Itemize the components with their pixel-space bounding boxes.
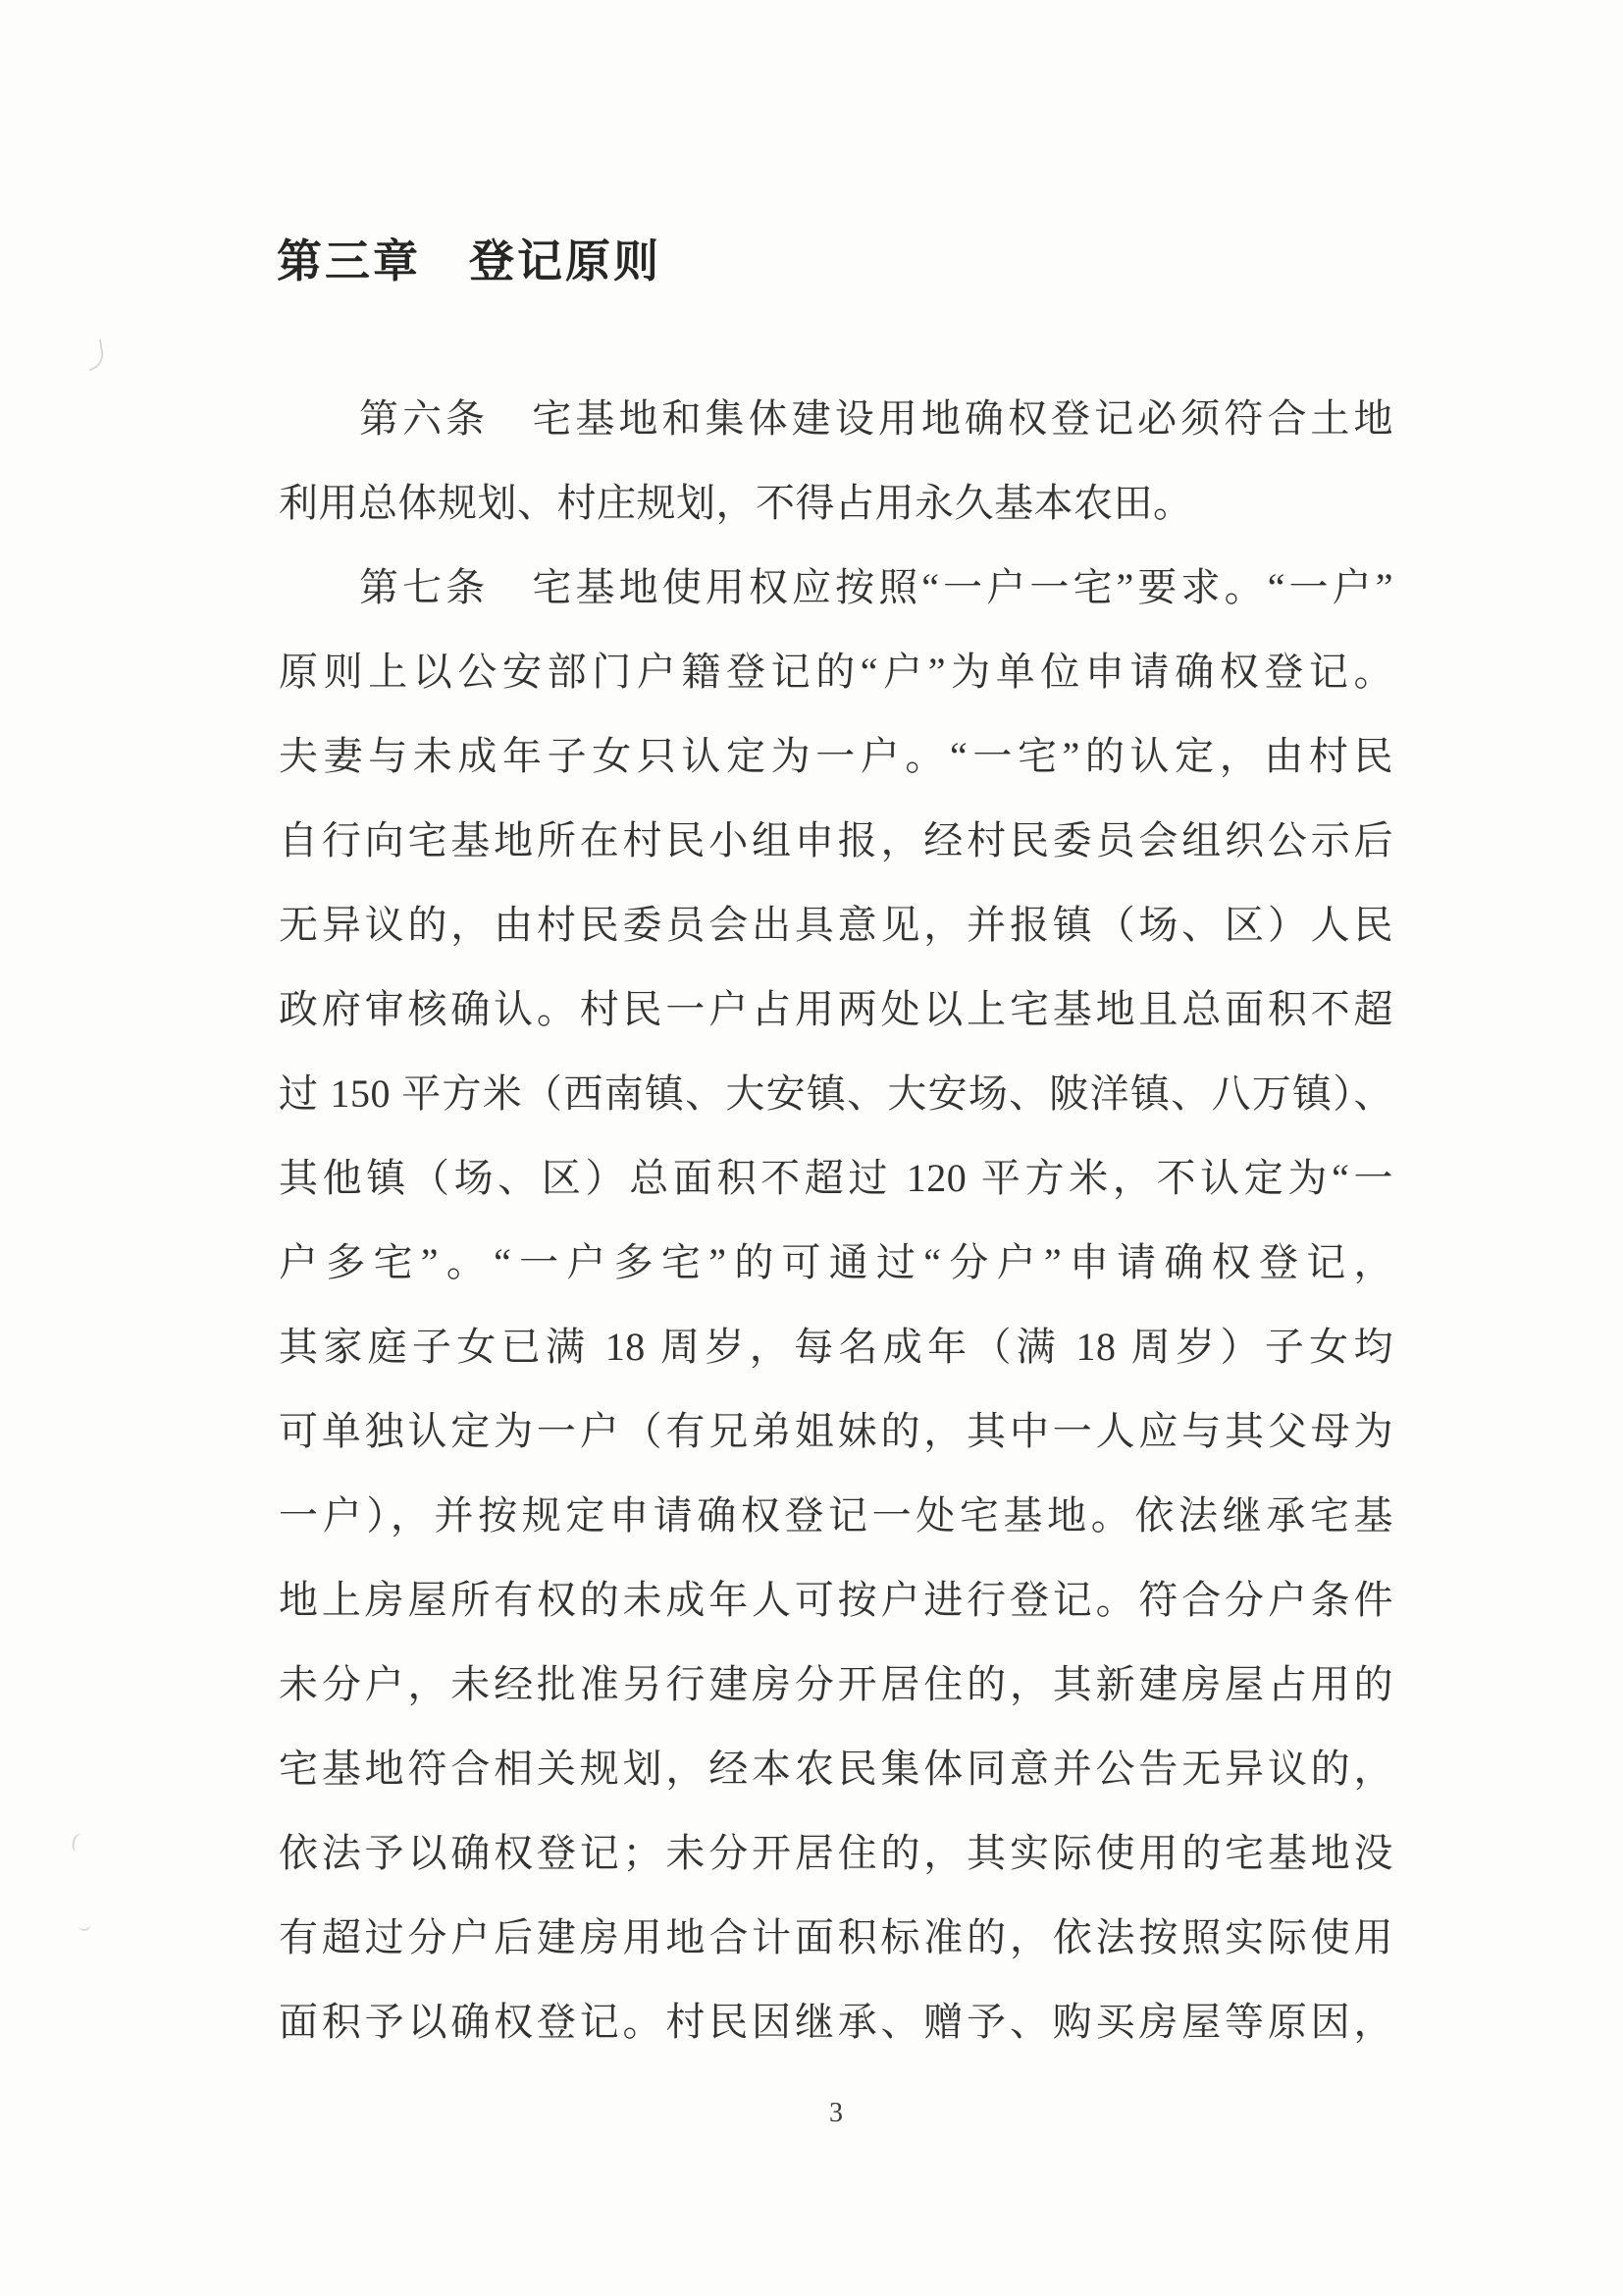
text-line: 自行向宅基地所在村民小组申报，经村民委员会组织公示后: [279, 818, 1393, 862]
text-line: 夫妻与未成年子女只认定为一户。“一宅”的认定，由村民: [279, 734, 1393, 778]
text-line: 过 150 平方米（西南镇、大安镇、大安场、陂洋镇、八万镇）、: [279, 1071, 1393, 1116]
text-line: 宅基地符合相关规划，经本农民集体同意并公告无异议的，: [279, 1747, 1393, 1791]
text-line: 未分户，未经批准另行建房分开居住的，其新建房屋占用的: [279, 1662, 1393, 1706]
scan-artifact: [71, 1832, 85, 1853]
text-line: 可单独认定为一户（有兄弟姐妹的，其中一人应与其父母为: [279, 1409, 1393, 1453]
scan-artifact: [78, 1918, 91, 1932]
chapter-title: 第三章 登记原则: [277, 235, 661, 287]
text-line: 一户），并按规定申请确权登记一处宅基地。依法继承宅基: [279, 1493, 1393, 1538]
text-line: 无异议的，由村民委员会出具意见，并报镇（场、区）人民: [279, 903, 1393, 947]
text-line: 地上房屋所有权的未成年人可按户进行登记。符合分户条件: [279, 1578, 1393, 1622]
text-line: 依法予以确权登记；未分开居住的，其实际使用的宅基地没: [279, 1831, 1393, 1875]
text-line: 户多宅”。“一户多宅”的可通过“分户”申请确权登记，: [279, 1240, 1393, 1284]
text-line: 面积予以确权登记。村民因继承、赠予、购买房屋等原因，: [279, 2000, 1393, 2044]
text-line: 政府审核确认。村民一户占用两处以上宅基地且总面积不超: [279, 987, 1393, 1031]
text-line: 原则上以公安部门户籍登记的“户”为单位申请确权登记。: [279, 650, 1393, 694]
document-body: [279, 377, 1393, 2064]
text-line: 第六条 宅基地和集体建设用地确权登记必须符合土地: [359, 396, 1393, 441]
paragraph-article-7: [279, 546, 1393, 2064]
paragraph-article-6: [279, 377, 1393, 546]
text-line: 其他镇（场、区）总面积不超过 120 平方米，不认定为“一: [279, 1156, 1393, 1200]
page-number: 3: [829, 2098, 843, 2128]
text-line: 第七条 宅基地使用权应按照“一户一宅”要求。“一户”: [359, 565, 1393, 609]
text-line: 其家庭子女已满 18 周岁，每名成年（满 18 周岁）子女均: [279, 1325, 1393, 1369]
text-line: 有超过分户后建房用地合计面积标准的，依法按照实际使用: [279, 1915, 1393, 1959]
text-line: 利用总体规划、村庄规划，不得占用永久基本农田。: [279, 481, 1193, 525]
scan-artifact: [85, 339, 105, 371]
